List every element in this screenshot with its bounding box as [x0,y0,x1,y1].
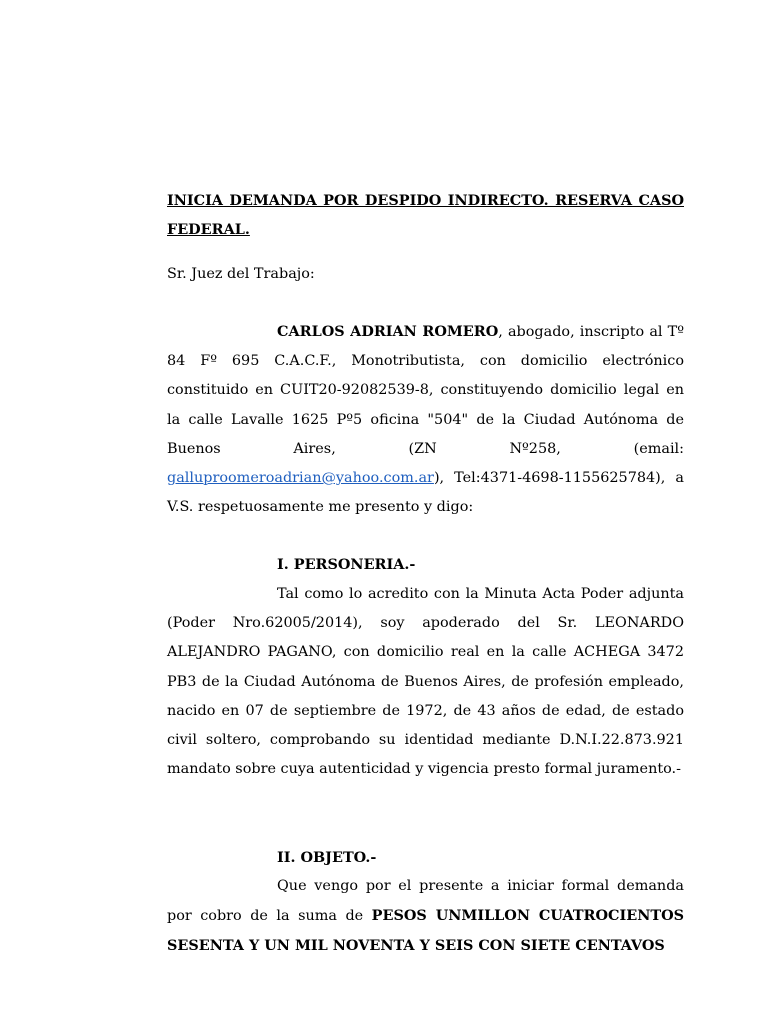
document-title-text: INICIA DEMANDA POR DESPIDO INDIRECTO. RESERVA CASO FEDERAL. [167,192,684,239]
intro-paragraph [167,317,684,522]
salutation-text: Sr. Juez del Trabajo: [167,266,315,282]
intro-text-1: , abogado, inscripto al Tº 84 Fº 695 C.A.C.F., Monotributista, con domicilio electrónico constituido en CUIT20-92082539-8, constituyendo domicilio legal en la calle Lavalle 1625 Pº5 oficina "504" de la Ciudad Autónoma de Buenos Aires, (ZN Nº258, (email: [167,324,684,457]
email-link[interactable]: galluproomeroadrian@yahoo.com.ar [167,470,434,487]
objeto-text: Que vengo por el presente a iniciar formal demanda por cobro de la suma de [167,878,684,925]
personeria-text: Tal como lo acredito con la Minuta Acta Poder adjunta (Poder Nro.62005/2014), soy apoderado del Sr. LEONARDO ALEJANDRO PAGANO, con domicilio real en la calle ACHEGA 3472 PB3 de la Ciudad Autónoma de Buenos Aires, de profesión empleado, nacido en 07 de septiembre de 1972, de 43 años de edad, de estado civil soltero, comprobando su identidad mediante D.N.I.22.873.921 mandato sobre cuya autenticidad y vigencia presto formal juramento.- [167,586,684,778]
amount-text: PESOS UNMILLON CUATROCIENTOS SESENTA Y UN MIL NOVENTA Y SEIS CON SIETE CENTAVOS [167,907,684,955]
intro-text-2: ), Tel:4371-4698-1155625784), a V.S. respetuosamente me presento y digo: [167,470,684,516]
salutation [167,260,684,289]
personeria-paragraph [167,580,684,784]
document-title [167,186,684,244]
section-heading-text: II. OBJETO.- [277,849,377,866]
lawyer-name: CARLOS ADRIAN ROMERO [277,323,499,340]
section-heading-objeto [277,843,684,872]
section-heading-text: I. PERSONERIA.- [277,556,416,573]
objeto-paragraph [167,872,684,962]
section-heading-personeria [277,550,684,579]
